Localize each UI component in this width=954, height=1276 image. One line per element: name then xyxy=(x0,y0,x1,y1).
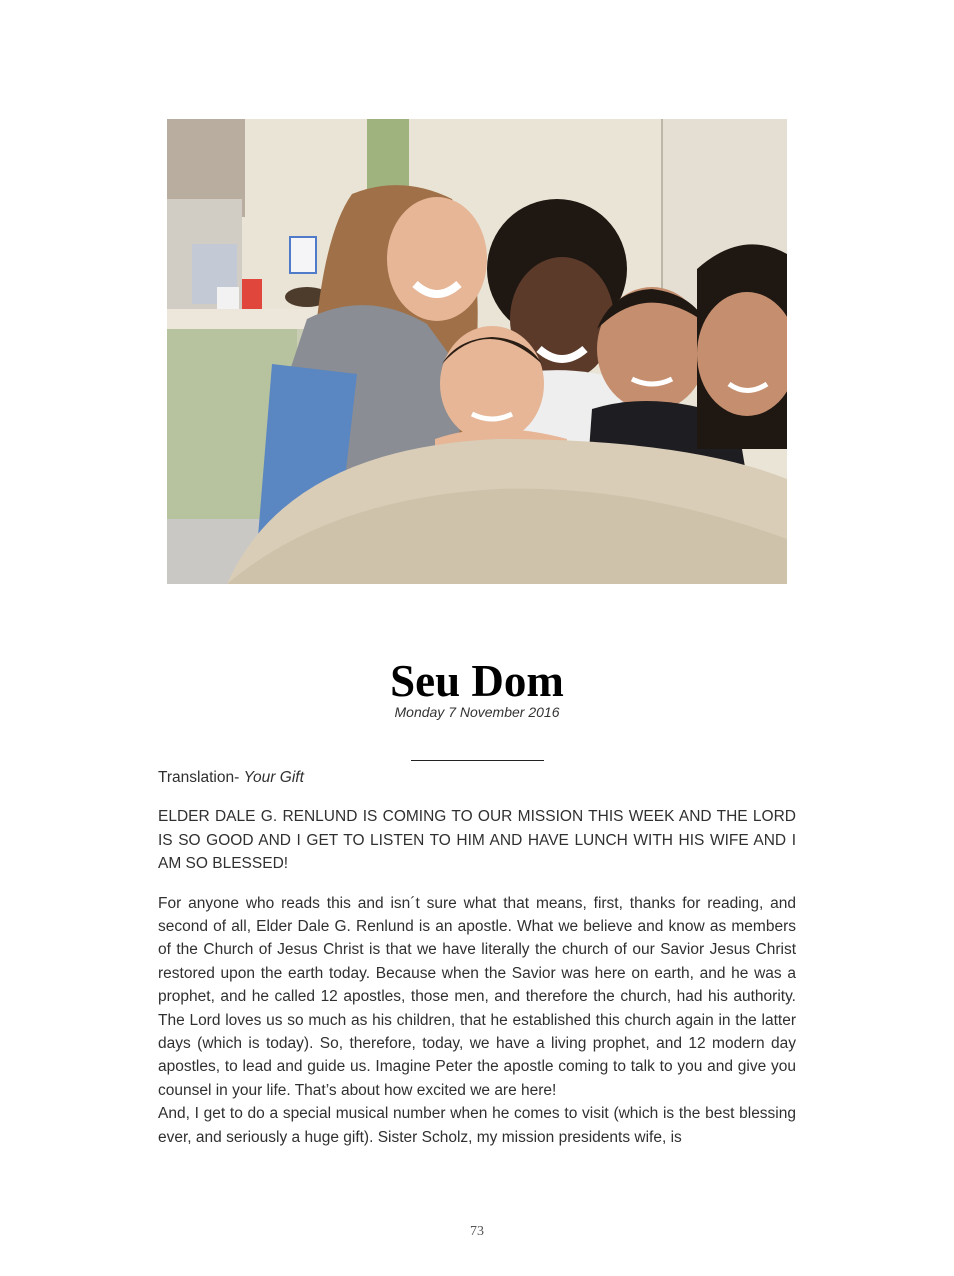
post-body xyxy=(158,766,796,1149)
translation-title: Your Gift xyxy=(243,769,304,786)
body-paragraph-2: And, I get to do a special musical number when he comes to visit (which is the best blessing ever, and seriously a huge gift). Sister Scholz, my mission presidents wife, is xyxy=(158,1105,796,1146)
post-title: Seu Dom xyxy=(390,656,564,706)
translation-prefix: Translation- xyxy=(158,769,244,786)
announcement-paragraph: ELDER DALE G. RENLUND IS COMING TO OUR MISSION THIS WEEK AND THE LORD IS SO GOOD AND I GET TO LISTEN TO HIM AND HAVE LUNCH WITH HIS WIFE AND I AM SO BLESSED! xyxy=(158,808,796,873)
page-number: 73 xyxy=(470,1224,484,1239)
post-date: Monday 7 November 2016 xyxy=(394,704,560,720)
body-paragraph-1: For anyone who reads this and isn´t sure what that means, first, thanks for reading, and second of all, Elder Dale G. Renlund is an apostle. What we believe and know as members of the Church of Jesus Christ is that we have literally the church of our Savior Jesus Christ restored upon the earth today. Because when the Savior was here on earth, and he was a prophet, and he called 12 apostles, those men, and therefore the church, had his authority. The Lord loves us so much as his children, that he established this church again in the latter days (which is today). So, therefore, today, we have a living prophet, and 12 modern day apostles, to lead and guide us. Imagine Peter the apostle coming to talk to you and give you counsel in your life. That’s about how excited we are here! xyxy=(158,894,796,1099)
translation-line xyxy=(158,766,796,789)
photo-illustration xyxy=(167,119,787,584)
title-divider xyxy=(411,760,544,761)
family-photo xyxy=(167,119,787,584)
